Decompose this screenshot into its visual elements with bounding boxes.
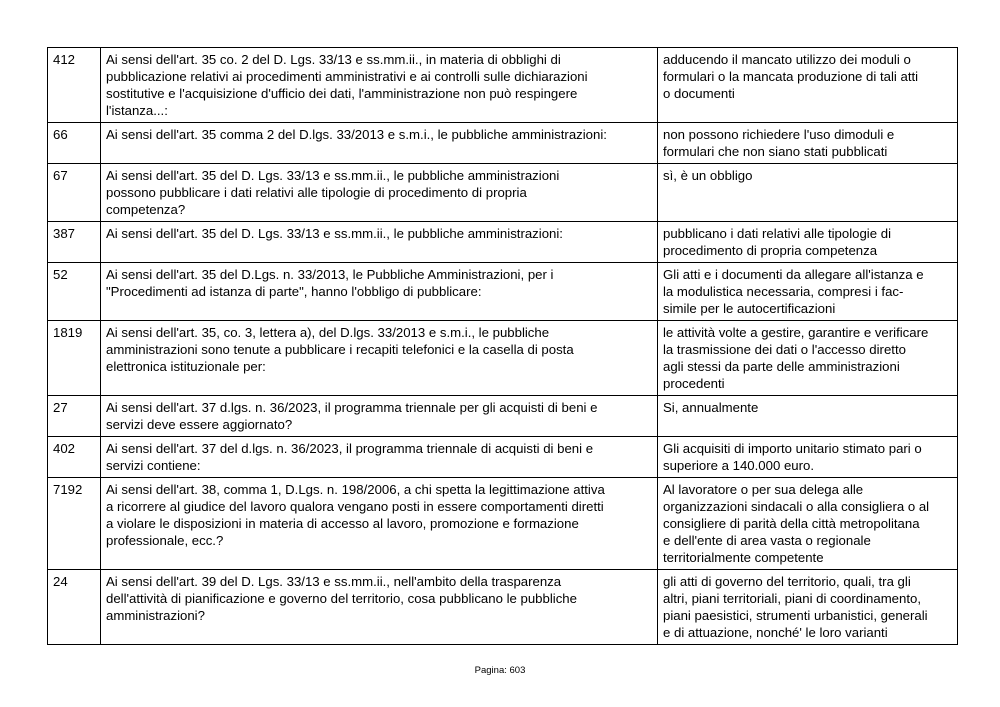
row-id-cell — [48, 478, 101, 570]
table-row — [48, 222, 958, 263]
question-text: Ai sensi dell'art. 37 del d.lgs. n. 36/2023, il programma triennale di acquisti di beni e servizi contiene: — [106, 441, 594, 473]
question-cell — [101, 222, 658, 263]
row-id-cell — [48, 263, 101, 321]
row-id-cell — [48, 437, 101, 478]
row-id: 66 — [53, 127, 68, 142]
answer-cell — [658, 164, 958, 222]
answer-text: Gli atti e i documenti da allegare all'istanza e la modulistica necessaria, compresi i fac- simile per le autocertificazioni — [663, 267, 924, 316]
row-id: 412 — [53, 52, 76, 67]
question-text: Ai sensi dell'art. 38, comma 1, D.Lgs. n. 198/2006, a chi spetta la legittimazione attiva a ricorrere al giudice del lavoro qualora vengano posti in essere comportamenti diretti a violare le disposizioni in materia di accesso al lavoro, promozione e formazione professionale, ecc.? — [106, 482, 605, 548]
page-number: Pagina: 603 — [474, 665, 526, 676]
answer-text: Al lavoratore o per sua delega alle organizzazioni sindacali o alla consigliera o al consigliere di parità della città metropolitana e dell'ente di area vasta o regionale territorialmente competente — [663, 482, 930, 565]
table-row — [48, 48, 958, 123]
table-row — [48, 478, 958, 570]
row-id-cell — [48, 222, 101, 263]
row-id: 402 — [53, 441, 76, 456]
row-id-cell — [48, 164, 101, 222]
row-id: 7192 — [53, 482, 83, 497]
table-row — [48, 396, 958, 437]
table-row — [48, 164, 958, 222]
answer-cell — [658, 396, 958, 437]
question-cell — [101, 478, 658, 570]
table-row — [48, 570, 958, 645]
answer-cell — [658, 478, 958, 570]
question-text: Ai sensi dell'art. 35 del D. Lgs. 33/13 e ss.mm.ii., le pubbliche amministrazioni possono pubblicare i dati relativi alle tipologie di procedimento di propria competenza? — [106, 168, 560, 217]
question-cell — [101, 396, 658, 437]
question-text: Ai sensi dell'art. 39 del D. Lgs. 33/13 e ss.mm.ii., nell'ambito della trasparenza dell'attività di pianificazione e governo del territorio, cosa pubblicano le pubbliche amministrazioni? — [106, 574, 577, 623]
table-row — [48, 321, 958, 396]
question-text: Ai sensi dell'art. 35 del D.Lgs. n. 33/2013, le Pubbliche Amministrazioni, per i "Procedimenti ad istanza di parte", hanno l'obbligo di pubblicare: — [106, 267, 554, 299]
answer-cell — [658, 437, 958, 478]
question-cell — [101, 263, 658, 321]
question-cell — [101, 164, 658, 222]
answer-text: adducendo il mancato utilizzo dei moduli o formulari o la mancata produzione di tali atti o documenti — [663, 52, 919, 101]
answer-cell — [658, 321, 958, 396]
answer-cell — [658, 570, 958, 645]
answer-text: non possono richiedere l'uso dimoduli e formulari che non siano stati pubblicati — [663, 127, 895, 159]
row-id: 24 — [53, 574, 68, 589]
answer-cell — [658, 222, 958, 263]
answer-text: Gli acquisiti di importo unitario stimato pari o superiore a 140.000 euro. — [663, 441, 922, 473]
question-cell — [101, 437, 658, 478]
question-text: Ai sensi dell'art. 35 comma 2 del D.lgs. 33/2013 e s.m.i., le pubbliche amministrazioni: — [106, 127, 607, 142]
row-id-cell — [48, 321, 101, 396]
question-cell — [101, 48, 658, 123]
question-text: Ai sensi dell'art. 35, co. 3, lettera a), del D.lgs. 33/2013 e s.m.i., le pubbliche amministrazioni sono tenute a pubblicare i recapiti telefonici e la casella di posta elettronica istituzionale per: — [106, 325, 574, 374]
answer-text: gli atti di governo del territorio, quali, tra gli altri, piani territoriali, piani di coordinamento, piani paesistici, strumenti urbanistici, generali e di attuazione, nonché' le loro varianti — [663, 574, 928, 640]
row-id-cell — [48, 396, 101, 437]
row-id: 27 — [53, 400, 68, 415]
row-id-cell — [48, 48, 101, 123]
answer-cell — [658, 48, 958, 123]
row-id: 67 — [53, 168, 68, 183]
question-cell — [101, 123, 658, 164]
row-id: 387 — [53, 226, 76, 241]
answer-text: sì, è un obbligo — [663, 168, 753, 183]
row-id-cell — [48, 123, 101, 164]
answer-cell — [658, 263, 958, 321]
table-row — [48, 263, 958, 321]
answer-text: Si, annualmente — [663, 400, 759, 415]
row-id-cell — [48, 570, 101, 645]
question-cell — [101, 321, 658, 396]
questions-table — [47, 47, 958, 645]
row-id: 52 — [53, 267, 68, 282]
question-cell — [101, 570, 658, 645]
question-text: Ai sensi dell'art. 37 d.lgs. n. 36/2023, il programma triennale per gli acquisti di beni e servizi deve essere aggiornato? — [106, 400, 598, 432]
table-row — [48, 437, 958, 478]
question-text: Ai sensi dell'art. 35 del D. Lgs. 33/13 e ss.mm.ii., le pubbliche amministrazioni: — [106, 226, 563, 241]
table-body — [48, 48, 958, 645]
answer-cell — [658, 123, 958, 164]
answer-text: pubblicano i dati relativi alle tipologie di procedimento di propria competenza — [663, 226, 891, 258]
answer-text: le attività volte a gestire, garantire e verificare la trasmissione dei dati o l'accesso diretto agli stessi da parte delle amministrazioni procedenti — [663, 325, 929, 391]
question-text: Ai sensi dell'art. 35 co. 2 del D. Lgs. 33/13 e ss.mm.ii., in materia di obblighi di pubblicazione relativi ai procedimenti amministrativi e ai controlli sulle dichiarazioni sostitutive e l'acquisizione d'ufficio dei dati, l'amministrazione non può respingere l'istanza...: — [106, 52, 588, 118]
row-id: 1819 — [53, 325, 83, 340]
table-row — [48, 123, 958, 164]
